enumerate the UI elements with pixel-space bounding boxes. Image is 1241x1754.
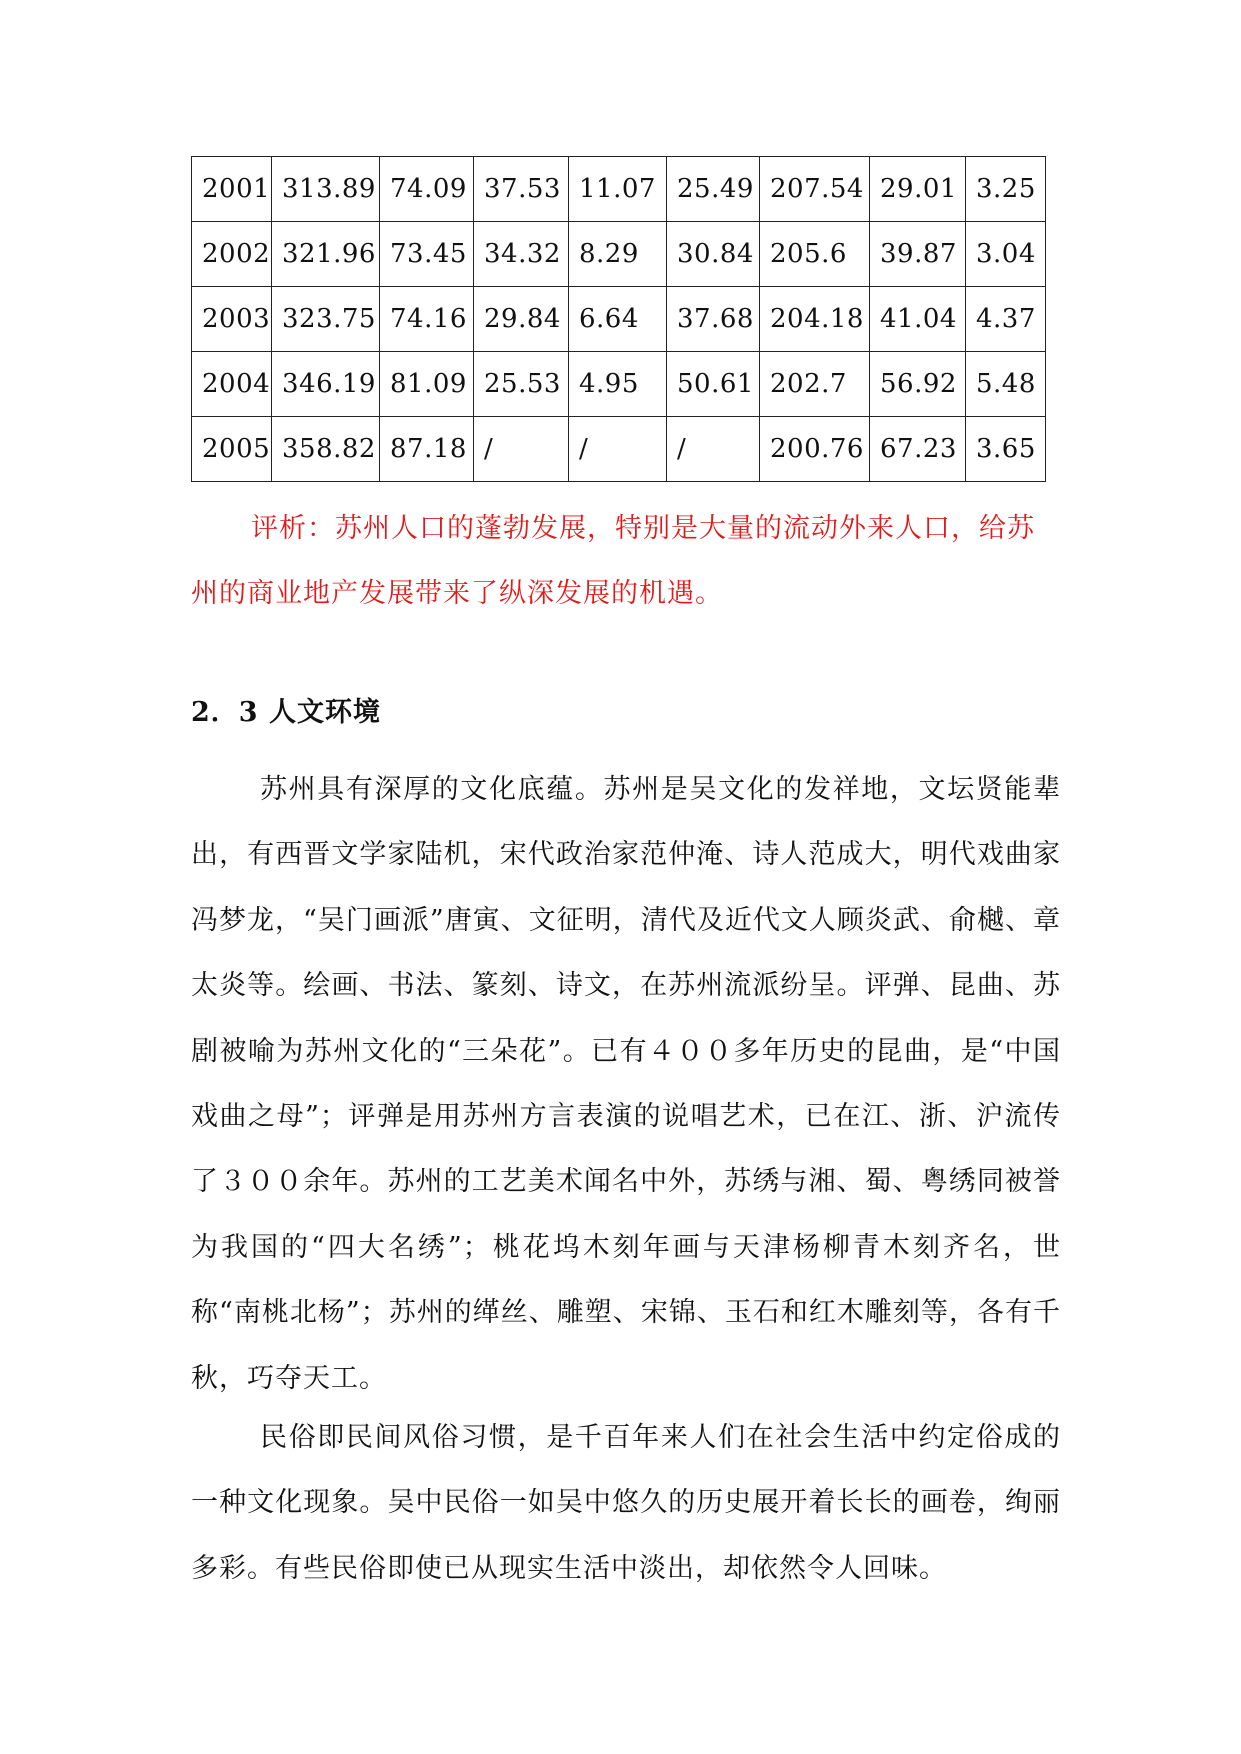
table-cell: 358.82 [272, 417, 380, 482]
table-cell: 321.96 [272, 222, 380, 287]
table-cell: 41.04 [870, 287, 966, 352]
table-cell: 207.54 [760, 157, 870, 222]
paragraph-folk-custom: 民俗即民间风俗习惯，是千百年来人们在社会生活中约定俗成的一种文化现象。吴中民俗一如吴中悠久的历史展开着长长的画卷，绚丽多彩。有些民俗即使已从现实生活中淡出，却依然令人回味。 [191, 1422, 1061, 1584]
table-cell: 8.29 [569, 222, 667, 287]
paragraph-culture: 苏州具有深厚的文化底蕴。苏州是吴文化的发祥地，文坛贤能辈出，有西晋文学家陆机，宋代政治家范仲淹、诗人范成大，明代戏曲家冯梦龙，“吴门画派”唐寅、文征明，清代及近代文人顾炎武、俞樾、章太炎等。绘画、书法、篆刻、诗文，在苏州流派纷呈。评弹、昆曲、苏剧被喻为苏州文化的“三朵花”。已有４００多年历史的昆曲，是“中国戏曲之母”；评弹是用苏州方言表演的说唱艺术，已在江、浙、沪流传了３００余年。苏州的工艺美术闻名中外，苏绣与湘、蜀、粤绣同被誉为我国的“四大名绣”；桃花坞木刻年画与天津杨柳青木刻齐名，世称“南桃北杨”；苏州的缂丝、雕塑、宋锦、玉石和红木雕刻等，各有千秋，巧夺天工。 [191, 774, 1061, 1394]
table-cell: 87.18 [380, 417, 474, 482]
table-cell: 50.61 [667, 352, 760, 417]
table-cell: 205.6 [760, 222, 870, 287]
table-cell: 67.23 [870, 417, 966, 482]
table-row [192, 417, 1046, 482]
table-cell: 3.04 [966, 222, 1046, 287]
table-cell: 25.53 [474, 352, 569, 417]
table-row [192, 157, 1046, 222]
table-cell: 3.65 [966, 417, 1046, 482]
year-cell: 2001 [192, 157, 272, 222]
table-body [192, 157, 1046, 482]
table-cell: 346.19 [272, 352, 380, 417]
table-cell: 29.84 [474, 287, 569, 352]
table-cell: 11.07 [569, 157, 667, 222]
table-row [192, 287, 1046, 352]
table-cell: 5.48 [966, 352, 1046, 417]
year-cell: 2004 [192, 352, 272, 417]
table-row [192, 352, 1046, 417]
table-cell: 4.95 [569, 352, 667, 417]
section-heading: 2．3 人文环境 [191, 697, 381, 728]
population-table [191, 156, 1046, 482]
table-cell: 39.87 [870, 222, 966, 287]
table-cell: 6.64 [569, 287, 667, 352]
table-cell: 3.25 [966, 157, 1046, 222]
table-cell: / [667, 417, 760, 482]
year-cell: 2003 [192, 287, 272, 352]
table-cell: 323.75 [272, 287, 380, 352]
table-cell: 204.18 [760, 287, 870, 352]
table-cell: / [569, 417, 667, 482]
table-row [192, 222, 1046, 287]
table-cell: 34.32 [474, 222, 569, 287]
table-cell: 37.68 [667, 287, 760, 352]
table-cell: 30.84 [667, 222, 760, 287]
table-cell: 74.16 [380, 287, 474, 352]
year-cell: 2005 [192, 417, 272, 482]
year-cell: 2002 [192, 222, 272, 287]
table-cell: 37.53 [474, 157, 569, 222]
table-cell: 73.45 [380, 222, 474, 287]
table-cell: 202.7 [760, 352, 870, 417]
table-cell: 200.76 [760, 417, 870, 482]
table-cell: 81.09 [380, 352, 474, 417]
table-cell: 74.09 [380, 157, 474, 222]
table-cell: / [474, 417, 569, 482]
table-cell: 29.01 [870, 157, 966, 222]
table-cell: 4.37 [966, 287, 1046, 352]
table-cell: 313.89 [272, 157, 380, 222]
table-cell: 56.92 [870, 352, 966, 417]
analysis-comment: 评析：苏州人口的蓬勃发展，特别是大量的流动外来人口，给苏州的商业地产发展带来了纵深发展的机遇。 [191, 513, 1035, 609]
table-cell: 25.49 [667, 157, 760, 222]
